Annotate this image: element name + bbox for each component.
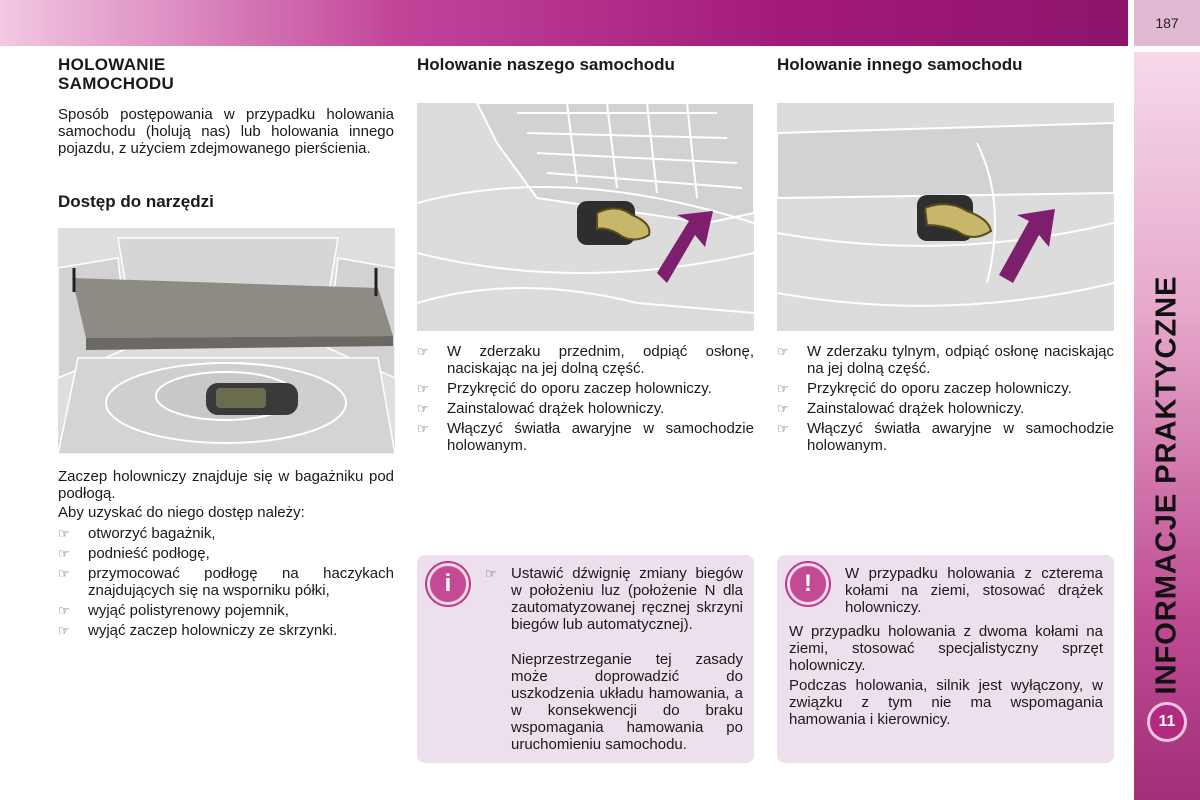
trunk-photo [58,228,395,454]
rear-bumper-photo [777,103,1114,331]
heading-tow-other-car: Holowanie innego samochodu [777,55,1023,74]
intro-text: Sposób postępowania w przypadku holowania samochodu (holują nas) lub holowania innego pojazdu, z użyciem zdejmowanego pierścienia. [58,106,394,157]
warning-note-box [777,555,1114,763]
list-item: ☞ Zainstalować drążek holowniczy. [777,400,1025,417]
rear-bumper-illustration [777,103,1114,331]
pointing-hand-icon: ☞ [58,546,70,561]
pointing-hand-icon: ☞ [777,381,789,396]
info-icon: i [427,563,469,605]
warning-icon: ! [787,563,829,605]
trunk-illustration [58,228,395,454]
front-bumper-photo [417,103,754,331]
pointing-hand-icon: ☞ [417,421,429,436]
access-steps-list [58,525,394,642]
header-bar [0,0,1128,46]
list-item: ☞ Włączyć światła awaryjne w samochodzie holowanym. [417,420,754,454]
hook-location-text: Zaczep holowniczy znajduje się w bagażniku pod podłogą. [58,468,394,502]
info-note-consequence: Nieprzestrzeganie tej zasady może doprowadzić do uszkodzenia układu hamowania, a w konsekwencji do braku wspomagania hamowania po uruchomieniu samochodu. [511,651,743,753]
page-title: HOLOWANIE SAMOCHODU [58,55,175,93]
pointing-hand-icon: ☞ [58,623,70,638]
pointing-hand-icon: ☞ [417,401,429,416]
list-item: ☞ W zderzaku przednim, odpiąć osłonę, naciskając na jej dolną część. [417,343,754,377]
pointing-hand-icon: ☞ [417,344,429,359]
section-title: INFORMACJE PRAKTYCZNE [1150,275,1183,695]
warning-text-1: W przypadku holowania z czterema kołami na ziemi, stosować drążek holowniczy. [845,565,1103,616]
pointing-hand-icon: ☞ [777,401,789,416]
warning-text-3: Podczas holowania, silnik jest wyłączony, w związku z tym nie ma wspomagania hamowania i kierownicy. [789,677,1103,728]
list-item: ☞ przymocować podłogę na haczykach znajdujących się na wsporniku półki, [58,565,394,599]
chapter-badge: 11 [1147,702,1187,742]
pointing-hand-icon: ☞ [777,344,789,359]
info-note-box [417,555,754,763]
list-item: ☞ Zainstalować drążek holowniczy. [417,400,665,417]
tow-other-car-steps [777,343,1114,457]
heading-tow-our-car: Holowanie naszego samochodu [417,55,675,74]
warning-text-2: W przypadku holowania z dwoma kołami na ziemi, stosować specjalistyczny sprzęt holowniczy. [789,623,1103,674]
list-item: ☞ podnieść podłogę, [58,545,210,562]
pointing-hand-icon: ☞ [777,421,789,436]
info-note-bullet [485,565,743,633]
list-item: ☞ otworzyć bagażnik, [58,525,216,542]
pointing-hand-icon: ☞ [58,603,70,618]
pointing-hand-icon: ☞ [58,526,70,541]
list-item: ☞ Włączyć światła awaryjne w samochodzie holowanym. [777,420,1114,454]
page-number: 187 [1134,0,1200,46]
pointing-hand-icon: ☞ [58,566,70,581]
subheading-tools: Dostęp do narzędzi [58,192,214,211]
access-intro-text: Aby uzyskać do niego dostęp należy: [58,504,305,521]
list-item: ☞ wyjąć zaczep holowniczy ze skrzynki. [58,622,338,639]
front-bumper-illustration [417,103,754,331]
list-item: ☞ W zderzaku tylnym, odpiąć osłonę naciskając na jej dolną część. [777,343,1114,377]
list-item: ☞ Przykręcić do oporu zaczep holowniczy. [777,380,1072,397]
pointing-hand-icon: ☞ [485,566,497,581]
info-note-text: Ustawić dźwignię zmiany biegów w położeniu luz (położenie N dla zautomatyzowanej ręcznej skrzyni biegów lub automatycznej). [511,565,743,633]
pointing-hand-icon: ☞ [417,381,429,396]
list-item: ☞ Przykręcić do oporu zaczep holowniczy. [417,380,712,397]
tow-our-car-steps [417,343,754,457]
list-item: ☞ wyjąć polistyrenowy pojemnik, [58,602,289,619]
